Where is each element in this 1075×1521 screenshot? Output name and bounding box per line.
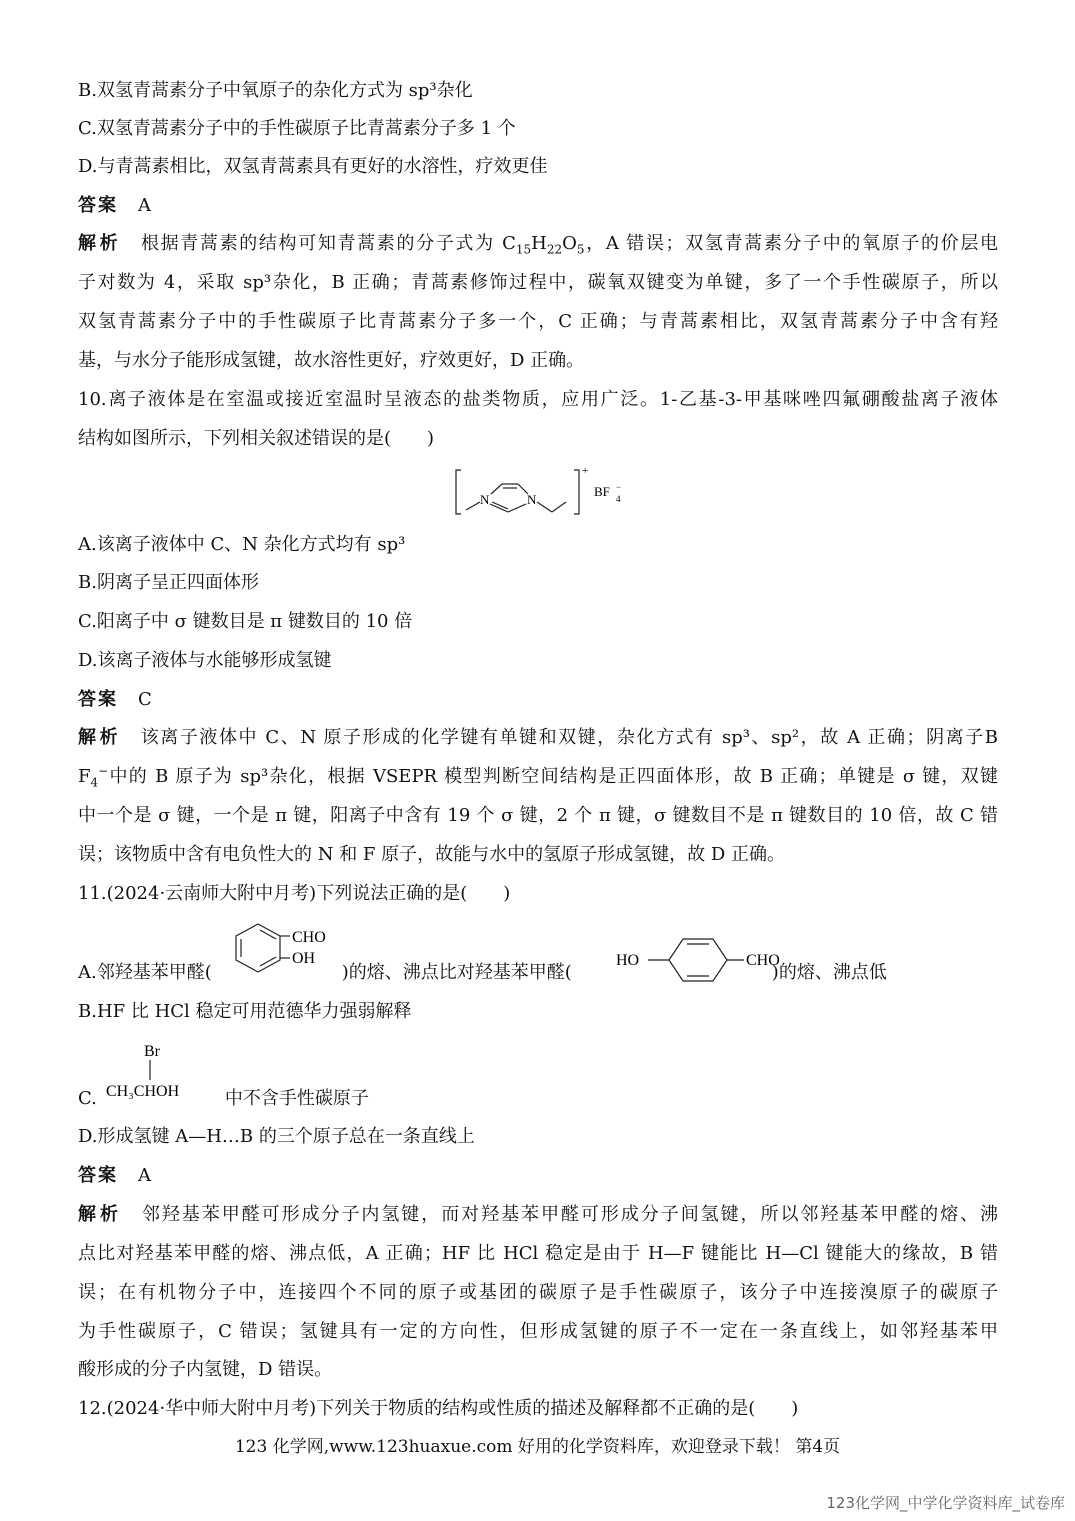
- q10-analysis-line-2: [78, 765, 998, 789]
- q10-analysis-line-3: 中一个是 σ 键，一个是 π 键，阳离子中含有 19 个 σ 键，2 个 π 键，σ 键数目不是 π 键数目的 10 倍，故 C 错: [78, 805, 998, 826]
- subscript: 4: [90, 775, 99, 790]
- q11-analysis-line-3: 误；在有机物分子中，连接四个不同的原子或基团的碳原子是手性碳原子，该分子中连接溴原子的碳原子: [78, 1282, 998, 1303]
- analysis-text: ，A 错误；双氢青蒿素分子中的氧原子的价层电: [584, 233, 999, 254]
- cation-charge: +: [582, 465, 589, 477]
- ethyl-bond: [537, 502, 552, 512]
- ring-bond: [491, 484, 502, 494]
- q11-answer: [78, 1164, 151, 1188]
- answer-value: A: [138, 195, 151, 216]
- answer-label: 答案: [78, 689, 118, 710]
- right-bracket: [574, 470, 579, 514]
- q10-option-c: C.阳离子中 σ 键数目是 π 键数目的 10 倍: [78, 611, 413, 632]
- answer-value: C: [138, 689, 152, 710]
- q10-answer: [78, 688, 152, 712]
- q10-option-b: B.阴离子呈正四面体形: [78, 572, 259, 593]
- analysis-text: F: [78, 766, 91, 787]
- ionic-liquid-structure-figure: [440, 460, 640, 522]
- q9-answer: [78, 194, 151, 218]
- nitrogen-label: N: [527, 492, 537, 507]
- ho-label: HO: [616, 952, 640, 969]
- q10-analysis-line-4: 误；该物质中含有电负性大的 N 和 F 原子，故能与水中的氢原子形成氢键，故 D 正确。: [78, 844, 785, 865]
- formula-label: CH₃CHOH: [106, 1083, 180, 1100]
- q11-option-c: [78, 1087, 369, 1111]
- answer-value: A: [138, 1165, 151, 1186]
- q9-analysis-line-4: 基，与水分子能形成氢键，故水溶性更好，疗效更好，D 正确。: [78, 350, 585, 371]
- superscript: −: [98, 764, 109, 778]
- q11-analysis-line-1: [78, 1203, 998, 1227]
- q11-option-b: B.HF 比 HCl 稳定可用范德华力强弱解释: [78, 1001, 412, 1022]
- q10-stem-line-2: 结构如图所示，下列相关叙述错误的是( ): [78, 428, 435, 449]
- analysis-text: 中的 B 原子为 sp³杂化，根据 VSEPR 模型判断空间结构是正四面体形，故 B 正确；单键是 σ 键，双键: [108, 766, 998, 787]
- answer-label: 答案: [78, 195, 118, 216]
- analysis-text: H: [531, 233, 547, 254]
- left-bracket: [456, 470, 461, 514]
- q11-analysis-line-5: 酸形成的分子内氢键，D 错误。: [78, 1359, 333, 1380]
- analysis-label: 解析: [78, 727, 122, 748]
- ring-double-bond: [260, 930, 276, 939]
- option-text: )的熔、沸点比对羟基苯甲醛(: [341, 962, 572, 983]
- subscript: 15: [515, 242, 532, 257]
- analysis-text: 邻羟基苯甲醛可形成分子内氢键，而对羟基苯甲醛可形成分子间氢键，所以邻羟基苯甲醛的熔、沸: [141, 1204, 999, 1225]
- ethyl-bond: [552, 502, 566, 512]
- q11-analysis-line-4: 为手性碳原子，C 错误；氢键具有一定的方向性，但形成氢键的原子不一定在一条直线上，如邻羟基苯甲: [78, 1321, 998, 1342]
- q10-stem-line-1: 10.离子液体是在室温或接近室温时呈液态的盐类物质，应用广泛。1-乙基-3-甲基咪唑四氟硼酸盐离子液体: [78, 389, 998, 410]
- page-footer: 123 化学网,www.123huaxue.com 好用的化学资料库，欢迎登录下载！ 第4页: [234, 1437, 841, 1457]
- q11-stem: 11.(2024·云南师大附中月考)下列说法正确的是( ): [78, 883, 511, 904]
- q12-stem: 12.(2024·华中师大附中月考)下列关于物质的结构或性质的描述及解释都不正确的是( ): [78, 1398, 799, 1419]
- option-text: C.: [78, 1088, 97, 1109]
- subscript: 22: [546, 242, 563, 257]
- q9-option-c: C.双氢青蒿素分子中的手性碳原子比青蒿素分子多 1 个: [78, 118, 516, 139]
- q11-analysis-line-2: 点比对羟基苯甲醛的熔、沸点低，A 正确；HF 比 HCl 稳定是由于 H—F 键能比 H—Cl 键能大的缘故，B 错: [78, 1243, 998, 1264]
- analysis-text: 该离子液体中 C、N 原子形成的化学键有单键和双键，杂化方式有 sp³、sp²，故 A 正确；阴离子B: [140, 727, 999, 748]
- option-text: )的熔、沸点低: [771, 962, 887, 983]
- q9-analysis-line-3: 双氢青蒿素分子中的手性碳原子比青蒿素分子多一个，C 正确；与青蒿素相比，双氢青蒿素分子中含有羟: [78, 311, 998, 332]
- q11-option-a: [78, 961, 887, 985]
- q10-option-d: D.该离子液体与水能够形成氢键: [78, 650, 332, 671]
- cho-label: CHO: [292, 929, 326, 946]
- site-watermark: 123化学网_中学化学资料库_试卷库: [826, 1494, 1065, 1512]
- option-text: A.邻羟基苯甲醛(: [78, 962, 212, 983]
- anion-subscript: 4: [616, 494, 621, 504]
- methyl-bond: [466, 502, 480, 510]
- answer-label: 答案: [78, 1165, 118, 1186]
- oh-label: OH: [292, 950, 316, 967]
- q9-analysis-line-1: [78, 232, 998, 256]
- q10-analysis-line-1: [78, 726, 998, 750]
- q10-option-a: A.该离子液体中 C、N 杂化方式均有 sp³: [78, 534, 406, 555]
- q9-analysis-line-2: 子对数为 4，采取 sp³杂化，B 正确；青蒿素修饰过程中，碳氧双键变为单键，多了一个手性碳原子，所以: [78, 272, 998, 293]
- option-text: 中不含手性碳原子: [224, 1088, 369, 1109]
- q11-option-d: D.形成氢键 A—H…B 的三个原子总在一条直线上: [78, 1126, 475, 1147]
- analysis-text: 根据青蒿素的结构可知青蒿素的分子式为 C: [140, 233, 516, 254]
- analysis-label: 解析: [78, 1204, 122, 1225]
- analysis-label: 解析: [78, 233, 122, 254]
- ring-bond: [508, 504, 526, 512]
- nitrogen-label: N: [480, 492, 490, 507]
- analysis-text: O: [562, 233, 577, 254]
- subscript: 5: [576, 242, 585, 257]
- cho-label: CHO: [746, 952, 780, 969]
- anion-charge: −: [616, 482, 622, 492]
- anion-label: BF: [594, 484, 610, 499]
- q9-option-d: D.与青蒿素相比，双氢青蒿素具有更好的水溶性，疗效更佳: [78, 156, 548, 177]
- br-label: Br: [144, 1043, 160, 1060]
- q9-option-b: B.双氢青蒿素分子中氧原子的杂化方式为 sp³杂化: [78, 80, 473, 101]
